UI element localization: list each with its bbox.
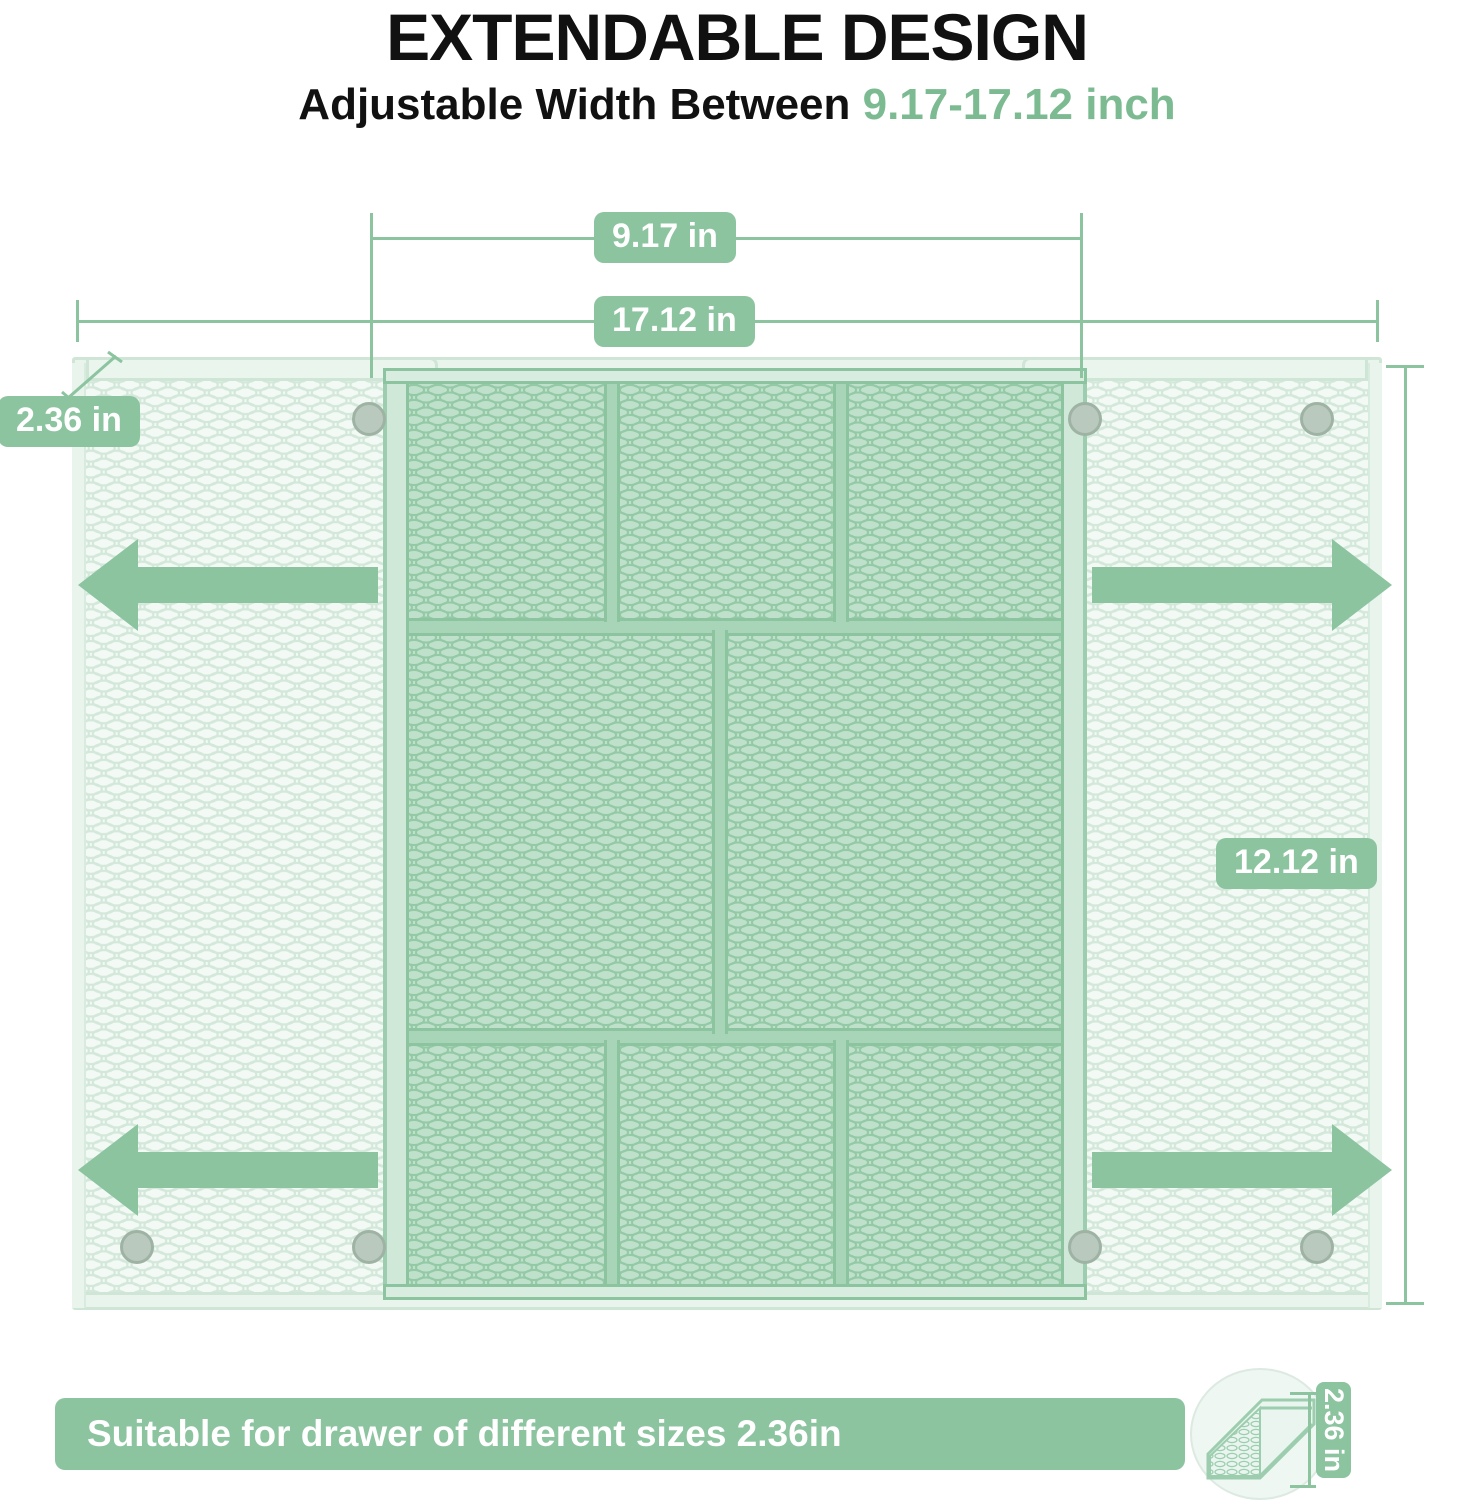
divider-horizontal-top — [392, 618, 1080, 636]
inner-tray-left-wall — [383, 368, 409, 1300]
inset-divider-drawing — [1202, 1388, 1324, 1488]
dimtick-height-top — [1386, 365, 1424, 368]
inset-divider-detail — [1190, 1368, 1349, 1500]
inner-tray-top-wall — [383, 368, 1087, 384]
dimtick-inner-right — [1080, 213, 1083, 378]
inset-dim-tick-top — [1290, 1392, 1316, 1395]
foot-bottom-mid — [1068, 1230, 1102, 1264]
page-title: EXTENDABLE DESIGN — [386, 0, 1088, 74]
divider-vertical-top-1 — [604, 376, 620, 622]
label-inset-height: 2.36 in — [1316, 1382, 1351, 1478]
divider-vertical-top-2 — [833, 376, 849, 622]
label-height: 12.12 in — [1216, 838, 1377, 889]
inner-tray-right-wall — [1061, 368, 1087, 1300]
foot-top-left — [352, 402, 386, 436]
label-inner-width: 9.17 in — [594, 212, 736, 263]
foot-top-right — [1300, 402, 1334, 436]
label-depth-left: 2.36 in — [0, 396, 140, 447]
inset-dim-tick-bottom — [1290, 1485, 1316, 1488]
arrow-left-icon-bottom — [78, 1120, 378, 1220]
divider-vertical-bottom-1 — [604, 1040, 620, 1288]
dimtick-outer-right — [1376, 300, 1379, 342]
dimline-depth-left — [60, 350, 130, 405]
arrow-right-icon-top — [1092, 535, 1392, 635]
bottom-banner: Suitable for drawer of different sizes 2.36in — [55, 1398, 1185, 1470]
mesh-texture-inner — [390, 375, 1080, 1293]
divider-vertical-bottom-2 — [833, 1040, 849, 1288]
arrow-right-icon-bottom — [1092, 1120, 1392, 1220]
foot-top-mid — [1068, 402, 1102, 436]
arrow-left-icon-top — [78, 535, 378, 635]
foot-bottom-right — [1300, 1230, 1334, 1264]
inner-tray — [383, 368, 1087, 1300]
subtitle-range: 9.17-17.12 inch — [862, 80, 1176, 130]
dimline-height — [1404, 365, 1407, 1305]
divider-vertical-middle — [712, 630, 728, 1034]
foot-bottom-left — [352, 1230, 386, 1264]
dimtick-outer-left — [76, 300, 79, 342]
label-outer-width: 17.12 in — [594, 296, 755, 347]
subtitle-prefix: Adjustable Width Between — [298, 80, 863, 130]
dimtick-inner-left — [370, 213, 373, 378]
inner-tray-bottom-wall — [383, 1284, 1087, 1300]
inset-dim-line — [1308, 1392, 1311, 1488]
dimtick-height-bottom — [1386, 1302, 1424, 1305]
foot-bottom-far-left — [120, 1230, 154, 1264]
divider-horizontal-bottom — [392, 1028, 1080, 1046]
